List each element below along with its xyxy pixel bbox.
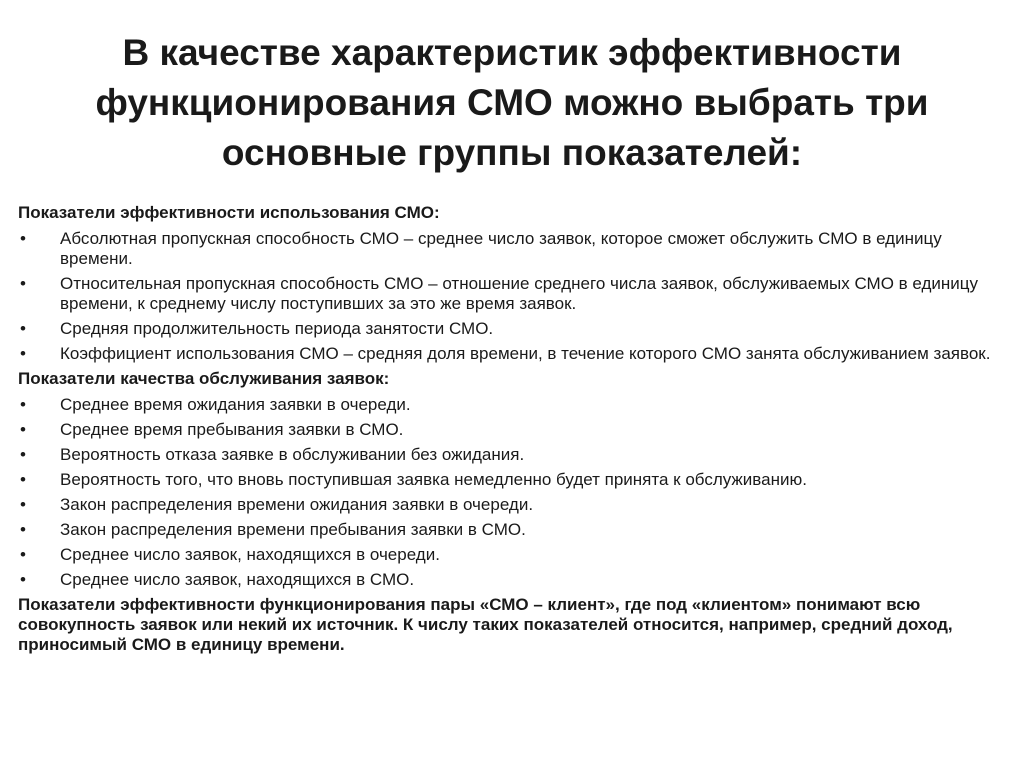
bullet-icon: • xyxy=(20,274,26,293)
bullet-icon: • xyxy=(20,395,26,414)
list-item-text: Среднее число заявок, находящихся в СМО. xyxy=(60,570,415,589)
list-item xyxy=(18,420,1008,440)
list-item xyxy=(18,520,1008,540)
list-item-text: Среднее число заявок, находящихся в очереди. xyxy=(60,545,440,564)
section-heading-efficiency-usage: Показатели эффективности использования СМО: xyxy=(18,203,440,222)
bullet-icon: • xyxy=(20,319,26,338)
bullet-icon: • xyxy=(20,420,26,439)
list-item xyxy=(18,495,1008,515)
bullet-icon: • xyxy=(20,229,26,248)
title-line-2: функционирования СМО можно выбрать три xyxy=(95,82,929,123)
list-item-text: Относительная пропускная способность СМО – отношение среднего числа заявок, обслуживаемых СМО в единицу времени, к среднему числу поступивших за это же время заявок. xyxy=(60,274,979,313)
list-item xyxy=(18,395,1008,415)
service-quality-list xyxy=(18,395,1008,590)
list-item xyxy=(18,344,1008,364)
list-item-text: Среднее время ожидания заявки в очереди. xyxy=(60,395,411,414)
client-pair-paragraph: Показатели эффективности функционирования пары «СМО – клиент», где под «клиентом» понимают всю совокупность заявок или некий их источник. К числу таких показателей относится, например, средний доход, приносимый СМО в единицу времени. xyxy=(18,595,953,654)
list-item-text: Средняя продолжительность периода занятости СМО. xyxy=(60,319,494,338)
list-item xyxy=(18,229,1008,269)
efficiency-usage-list xyxy=(18,229,1008,364)
list-item xyxy=(18,570,1008,590)
bullet-icon: • xyxy=(20,470,26,489)
bullet-icon: • xyxy=(20,545,26,564)
bullet-icon: • xyxy=(20,495,26,514)
slide-content xyxy=(18,203,1008,655)
bullet-icon: • xyxy=(20,570,26,589)
list-item-text: Закон распределения времени пребывания заявки в СМО. xyxy=(60,520,526,539)
list-item xyxy=(18,470,1008,490)
list-item xyxy=(18,319,1008,339)
list-item-text: Вероятность отказа заявке в обслуживании без ожидания. xyxy=(60,445,525,464)
list-item xyxy=(18,274,1008,314)
slide-title xyxy=(40,28,984,178)
list-item-text: Закон распределения времени ожидания заявки в очереди. xyxy=(60,495,534,514)
list-item xyxy=(18,545,1008,565)
list-item-text: Абсолютная пропускная способность СМО – среднее число заявок, которое сможет обслужить СМО в единицу времени. xyxy=(60,229,942,268)
section-heading-service-quality: Показатели качества обслуживания заявок: xyxy=(18,369,390,388)
list-item-text: Среднее время пребывания заявки в СМО. xyxy=(60,420,404,439)
bullet-icon: • xyxy=(20,445,26,464)
bullet-icon: • xyxy=(20,520,26,539)
bullet-icon: • xyxy=(20,344,26,363)
list-item-text: Коэффициент использования СМО – средняя доля времени, в течение которого СМО занята обслуживанием заявок. xyxy=(60,344,991,363)
title-line-1: В качестве характеристик эффективности xyxy=(122,32,902,73)
list-item-text: Вероятность того, что вновь поступившая заявка немедленно будет принята к обслуживанию. xyxy=(60,470,807,489)
title-line-3: основные группы показателей: xyxy=(221,132,803,173)
list-item xyxy=(18,445,1008,465)
